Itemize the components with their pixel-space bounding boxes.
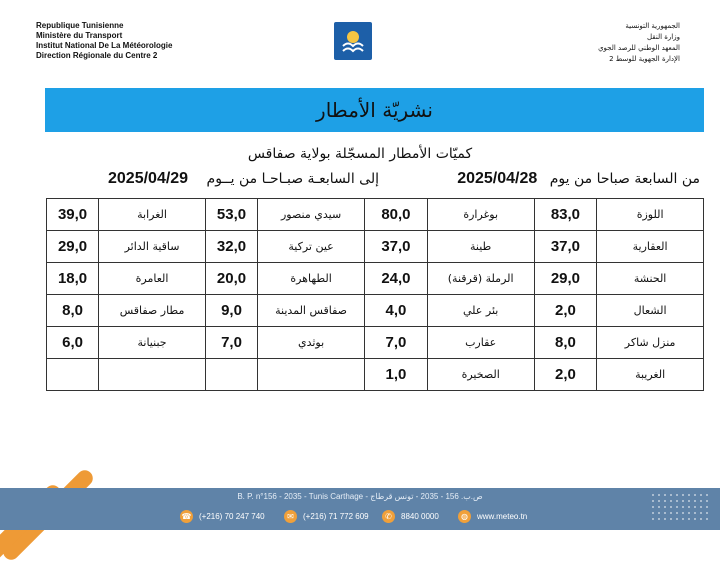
header-left-line: Direction Régionale du Centre 2 <box>36 51 158 60</box>
header-left-line: Institut National De La Météorologie <box>36 41 173 50</box>
rainfall-value: 7,0 <box>206 327 258 359</box>
rainfall-value: 80,0 <box>365 199 428 231</box>
rainfall-value: 37,0 <box>534 231 597 263</box>
to-text: إلى السابعـة صبـاحـا من يــوم <box>206 171 379 187</box>
globe-icon: ◍ <box>458 510 471 523</box>
rainfall-value: 39,0 <box>47 199 99 231</box>
station-name: العقارية <box>597 231 704 263</box>
phone1-text: (+216) 70 247 740 <box>199 512 265 521</box>
station-name <box>99 359 206 391</box>
station-name: مطار صفاقس <box>99 295 206 327</box>
rainfall-value: 7,0 <box>365 327 428 359</box>
rainfall-value: 2,0 <box>534 295 597 327</box>
table-row <box>47 263 704 295</box>
station-name: بئر علي <box>427 295 534 327</box>
station-name: الطهاهرة <box>258 263 365 295</box>
rainfall-value <box>47 359 99 391</box>
station-name: عين تركية <box>258 231 365 263</box>
station-name: العامرة <box>99 263 206 295</box>
station-name: منزل شاكر <box>597 327 704 359</box>
fax-icon: ✉ <box>284 510 297 523</box>
contact-phone1 <box>180 510 265 523</box>
footer-address: B. P. n°156 - 2035 - Tunis Carthage - ص.ب. 156 - 2035 - تونس قرطاج <box>237 492 483 501</box>
bulletin-title: نشريّة الأمطار <box>316 98 433 122</box>
rainfall-value: 4,0 <box>365 295 428 327</box>
rainfall-value: 1,0 <box>365 359 428 391</box>
station-name: اللوزة <box>597 199 704 231</box>
table-row <box>47 327 704 359</box>
header-left-line: Republique Tunisienne <box>36 21 124 30</box>
station-name: طينة <box>427 231 534 263</box>
call-center-icon: ✆ <box>382 510 395 523</box>
table-row <box>47 359 704 391</box>
rainfall-table <box>46 198 704 391</box>
header-left-line: Ministère du Transport <box>36 31 123 40</box>
from-date: 2025/04/28 <box>457 170 538 187</box>
rainfall-value: 29,0 <box>47 231 99 263</box>
phone2-text: (+216) 71 772 609 <box>303 512 369 521</box>
title-banner <box>45 88 704 132</box>
footer <box>0 488 720 530</box>
station-name: الشعال <box>597 295 704 327</box>
rainfall-value: 6,0 <box>47 327 99 359</box>
rainfall-value: 37,0 <box>365 231 428 263</box>
header-left <box>36 21 172 61</box>
to-date: 2025/04/29 <box>108 170 189 187</box>
phone3-text: 8840 0000 <box>401 512 439 521</box>
station-name: الصخيرة <box>427 359 534 391</box>
decor-dots <box>650 492 710 522</box>
contact-website <box>458 510 527 523</box>
rainfall-value: 83,0 <box>534 199 597 231</box>
period-from <box>457 170 700 188</box>
station-name: صفاقس المدينة <box>258 295 365 327</box>
rainfall-value: 20,0 <box>206 263 258 295</box>
rainfall-value: 32,0 <box>206 231 258 263</box>
period-to <box>108 170 379 188</box>
station-name: الحنشة <box>597 263 704 295</box>
subtitle: كميّات الأمطار المسجّلة بولاية صفاقس <box>247 146 473 162</box>
station-name: عقارب <box>427 327 534 359</box>
station-name: ساقية الدائر <box>99 231 206 263</box>
header-right <box>598 21 680 65</box>
rainfall-value: 2,0 <box>534 359 597 391</box>
station-name: بوثدي <box>258 327 365 359</box>
table-row <box>47 295 704 327</box>
station-name: سيدي منصور <box>258 199 365 231</box>
from-text: من السابعة صباحا من يوم <box>549 171 700 187</box>
header-right-line: المعهد الوطني للرصد الجوي <box>598 44 680 52</box>
sun-cloud-logo-icon <box>338 26 368 56</box>
rainfall-value: 24,0 <box>365 263 428 295</box>
rainfall-value: 18,0 <box>47 263 99 295</box>
contact-phone3 <box>382 510 439 523</box>
rainfall-value: 29,0 <box>534 263 597 295</box>
rainfall-value: 9,0 <box>206 295 258 327</box>
station-name <box>258 359 365 391</box>
station-name: جبنيانة <box>99 327 206 359</box>
station-name: بوغرارة <box>427 199 534 231</box>
station-name: الرملة (قرقنة) <box>427 263 534 295</box>
rainfall-value <box>206 359 258 391</box>
phone-icon: ☎ <box>181 512 192 521</box>
header-right-line: وزارة النقل <box>646 33 680 41</box>
rainfall-value: 53,0 <box>206 199 258 231</box>
contact-phone2 <box>284 510 369 523</box>
website-text[interactable]: www.meteo.tn <box>477 512 528 521</box>
header-right-line: الإدارة الجهوية للوسط 2 <box>609 55 680 63</box>
rainfall-value: 8,0 <box>47 295 99 327</box>
table-row <box>47 231 704 263</box>
station-name: الغريبة <box>597 359 704 391</box>
table-row <box>47 199 704 231</box>
rainfall-value: 8,0 <box>534 327 597 359</box>
institute-logo <box>334 22 372 60</box>
station-name: الغرابة <box>99 199 206 231</box>
header-right-line: الجمهورية التونسية <box>625 22 680 30</box>
